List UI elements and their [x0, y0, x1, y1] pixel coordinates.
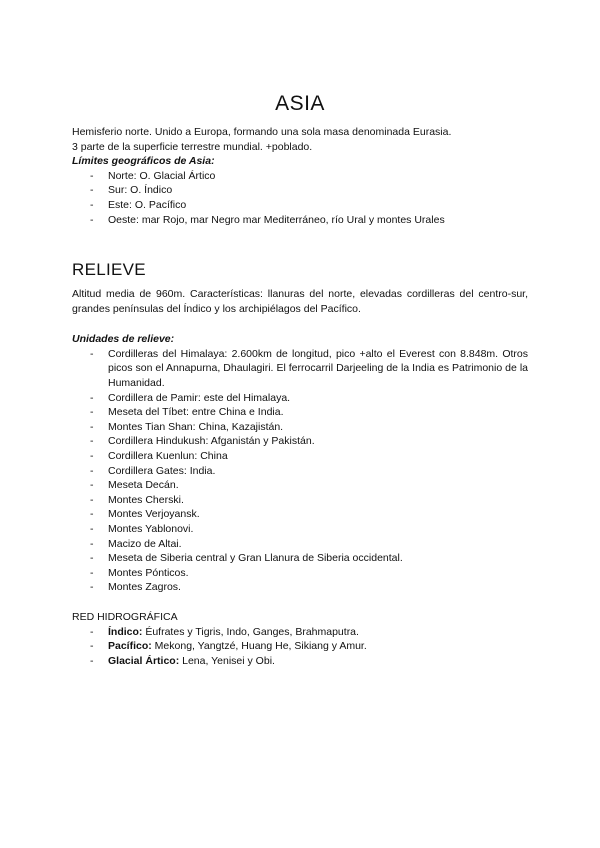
list-item	[72, 625, 528, 640]
list-item: - Montes Tian Shan: China, Kazajistán.	[72, 420, 528, 435]
list-item: - Montes Pónticos.	[72, 566, 528, 581]
limits-list	[72, 169, 528, 227]
hydro-text: Lena, Yenisei y Obi.	[179, 654, 275, 667]
list-item: - Montes Cherski.	[72, 493, 528, 508]
list-item: - Cordillera Kuenlun: China	[72, 449, 528, 464]
hydro-text: Mekong, Yangtzé, Huang He, Sikiang y Amur.	[151, 640, 367, 653]
list-item: - Montes Yablonovi.	[72, 522, 528, 537]
list-item: - Meseta Decán.	[72, 478, 528, 493]
intro-line-2: 3 parte de la superficie terrestre mundial. +poblado.	[72, 140, 313, 153]
hydro-label: Índico:	[108, 625, 143, 638]
list-item: - Meseta de Siberia central y Gran Llanura de Siberia occidental.	[72, 551, 528, 566]
list-item: - Cordillera Hindukush: Afganistán y Pakistán.	[72, 434, 528, 449]
list-item	[72, 639, 528, 654]
list-item: - Macizo de Altai.	[72, 537, 528, 552]
list-item	[72, 654, 528, 669]
list-item: - Sur: O. Índico	[72, 183, 528, 198]
list-item: - Cordillera Gates: India.	[72, 464, 528, 479]
list-item: - Cordillera de Pamir: este del Himalaya.	[72, 391, 528, 406]
list-item: - Meseta del Tíbet: entre China e India.	[72, 405, 528, 420]
list-item: - Montes Zagros.	[72, 580, 528, 595]
hydro-label: Glacial Ártico:	[108, 654, 180, 667]
page-title: ASIA	[275, 92, 325, 115]
list-item: - Oeste: mar Rojo, mar Negro mar Mediterráneo, río Ural y montes Urales	[72, 213, 528, 228]
intro-line-1: Hemisferio norte. Unido a Europa, formando una sola masa denominada Eurasia.	[72, 126, 452, 138]
limits-heading: Límites geográficos de Asia:	[72, 155, 215, 168]
relief-units-heading: Unidades de relieve:	[72, 333, 175, 346]
list-item: - Cordilleras del Himalaya: 2.600km de longitud, pico +alto el Everest con 8.848m. Otros picos son el Annapurna, Dhaulagiri. El ferrocarril Darjeeling de la India es Patrimonio de la Humanidad.	[72, 347, 528, 391]
relieve-heading: RELIEVE	[72, 260, 146, 279]
hydro-heading: RED HIDROGRÁFICA	[72, 611, 178, 623]
hydro-label: Pacífico:	[108, 640, 152, 653]
hydro-section	[72, 610, 528, 668]
list-item: - Montes Verjoyansk.	[72, 507, 528, 522]
relief-units-list	[72, 347, 528, 595]
relieve-section	[72, 287, 528, 595]
relieve-paragraph: Altitud media de 960m. Características: llanuras del norte, elevadas cordilleras del centro-sur, grandes penínsulas del Índico y los archipiélagos del Pacífico.	[72, 288, 528, 315]
list-item: - Norte: O. Glacial Ártico	[72, 169, 528, 184]
list-item: - Este: O. Pacífico	[72, 198, 528, 213]
intro-section	[72, 125, 528, 227]
hydro-list	[72, 625, 528, 669]
hydro-text: Éufrates y Tigris, Indo, Ganges, Brahmaputra.	[142, 625, 359, 638]
